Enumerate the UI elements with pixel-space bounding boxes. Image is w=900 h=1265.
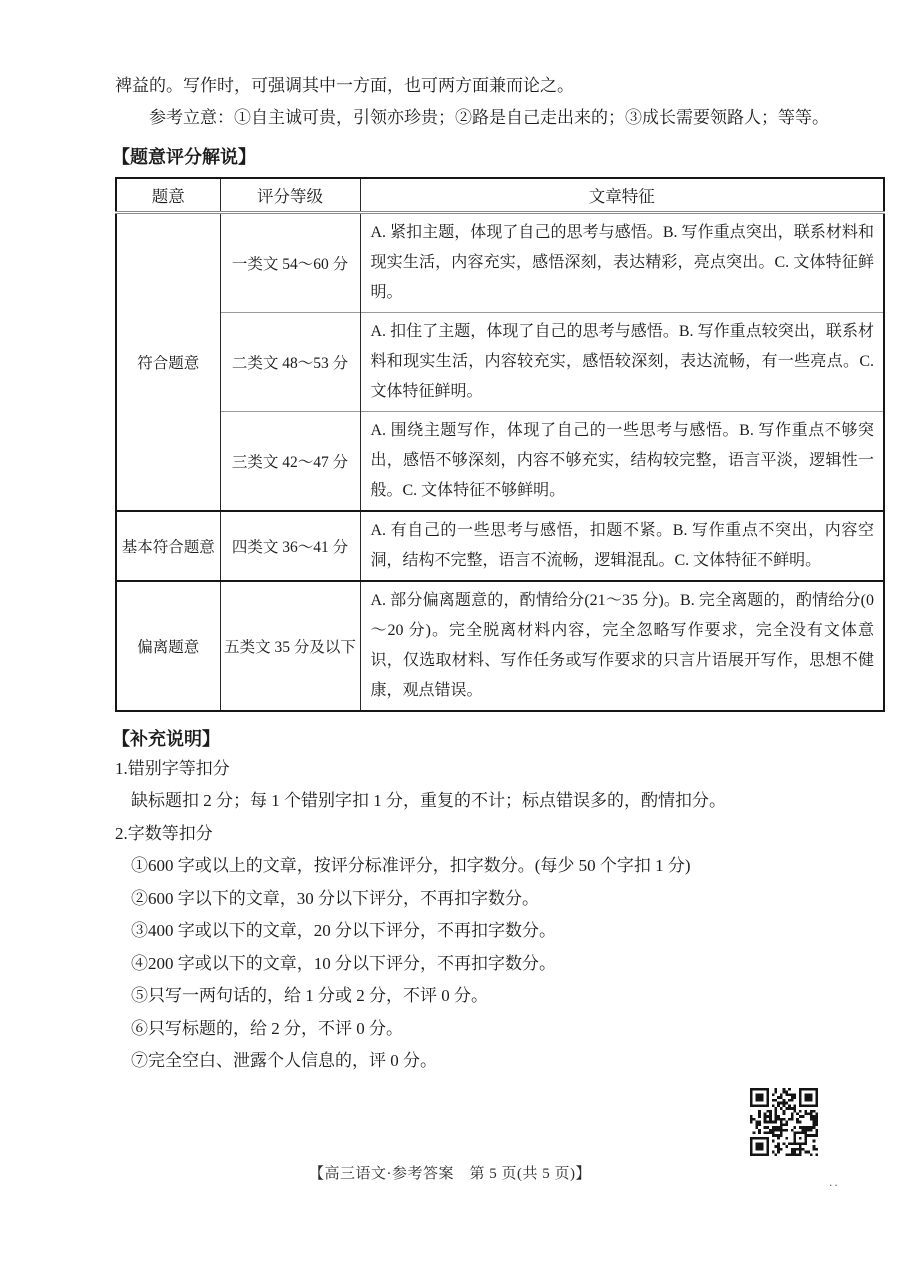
features-cell: A. 紧扣主题，体现了自己的思考与感悟。B. 写作重点突出，联系材料和现实生活，内容充实，感悟深刻，表达精彩，亮点突出。C. 文体特征鲜明。 xyxy=(360,212,884,312)
grade-cell: 二类文 48～53 分 xyxy=(220,312,360,411)
grade-cell: 四类文 36～41 分 xyxy=(220,511,360,581)
features-cell: A. 扣住了主题，体现了自己的思考与感悟。B. 写作重点较突出，联系材料和现实生活，内容较充实，感悟较深刻，表达流畅，有一些亮点。C. 文体特征鲜明。 xyxy=(360,312,884,411)
category-cell: 符合题意 xyxy=(137,354,200,372)
category-cell: 偏离题意 xyxy=(116,581,220,711)
header-cell-grade: 评分等级 xyxy=(220,178,360,212)
rubric-row xyxy=(116,581,884,711)
supplement-point-2: ②600 字以下的文章，30 分以下评分，不再扣字数分。 xyxy=(131,888,539,908)
grade-cell: 三类文 42～47 分 xyxy=(220,411,360,511)
scan-artifact-dots: .. xyxy=(828,1179,839,1189)
supplement-item2-title: 2.字数等扣分 xyxy=(115,823,213,843)
features-cell: A. 围绕主题写作，体现了自己的一些思考与感悟。B. 写作重点不够突出，感悟不够深刻，内容不够充实，结构较完整，语言平淡，逻辑性一般。C. 文体特征不够鲜明。 xyxy=(360,411,884,511)
rubric-header-row xyxy=(116,178,884,212)
rubric-row xyxy=(116,212,884,312)
page-footer: 【高三语文·参考答案 第 5 页(共 5 页)】 xyxy=(309,1166,591,1182)
rubric-table xyxy=(115,177,885,712)
features-cell: A. 部分偏离题意的，酌情给分(21～35 分)。B. 完全离题的，酌情给分(0～20 分)。完全脱离材料内容，完全忽略写作要求，完全没有文体意识，仅选取材料、写作任务或写作要求的只言片语展开写作，思想不健康，观点错误。 xyxy=(360,581,884,711)
supplement-item1-title: 1.错别字等扣分 xyxy=(115,758,230,778)
header-cell-features: 文章特征 xyxy=(360,178,884,212)
qr-code xyxy=(750,1088,818,1156)
reference-ideas-paragraph: 参考立意：①自主诚可贵，引领亦珍贵；②路是自己走出来的；③成长需要领路人；等等。 xyxy=(149,108,829,127)
header-cell-topic: 题意 xyxy=(116,178,220,212)
rubric-section-heading: 【题意评分解说】 xyxy=(112,147,256,167)
rubric-row xyxy=(116,511,884,581)
supplement-section xyxy=(112,725,885,1078)
intro-paragraph: 裨益的。写作时，可强调其中一方面，也可两方面兼而论之。 xyxy=(115,76,574,95)
supplement-point-1: ①600 字或以上的文章，按评分标准评分，扣字数分。(每少 50 个字扣 1 分) xyxy=(131,856,691,875)
supplement-point-4: ④200 字或以下的文章，10 分以下评分，不再扣字数分。 xyxy=(131,953,556,973)
supplement-point-5: ⑤只写一两句话的，给 1 分或 2 分，不评 0 分。 xyxy=(131,986,488,1005)
supplement-point-3: ③400 字或以下的文章，20 分以下评分，不再扣字数分。 xyxy=(131,921,556,940)
supplement-item1-body: 缺标题扣 2 分；每 1 个错别字扣 1 分，重复的不计；标点错误多的，酌情扣分。 xyxy=(131,791,726,810)
supplement-point-6: ⑥只写标题的，给 2 分，不评 0 分。 xyxy=(131,1018,403,1038)
supplement-point-7: ⑦完全空白、泄露个人信息的，评 0 分。 xyxy=(131,1051,437,1070)
rubric-row xyxy=(116,312,884,411)
page-content xyxy=(112,70,885,1078)
supplement-section-heading: 【补充说明】 xyxy=(112,728,220,749)
rubric-row xyxy=(116,411,884,511)
category-cell: 基本符合题意 xyxy=(116,511,220,581)
grade-cell: 五类文 35 分及以下 xyxy=(220,581,360,711)
grade-cell: 一类文 54～60 分 xyxy=(220,212,360,312)
features-cell: A. 有自己的一些思考与感悟，扣题不紧。B. 写作重点不突出，内容空洞，结构不完整，语言不流畅，逻辑混乱。C. 文体特征不鲜明。 xyxy=(360,511,884,581)
